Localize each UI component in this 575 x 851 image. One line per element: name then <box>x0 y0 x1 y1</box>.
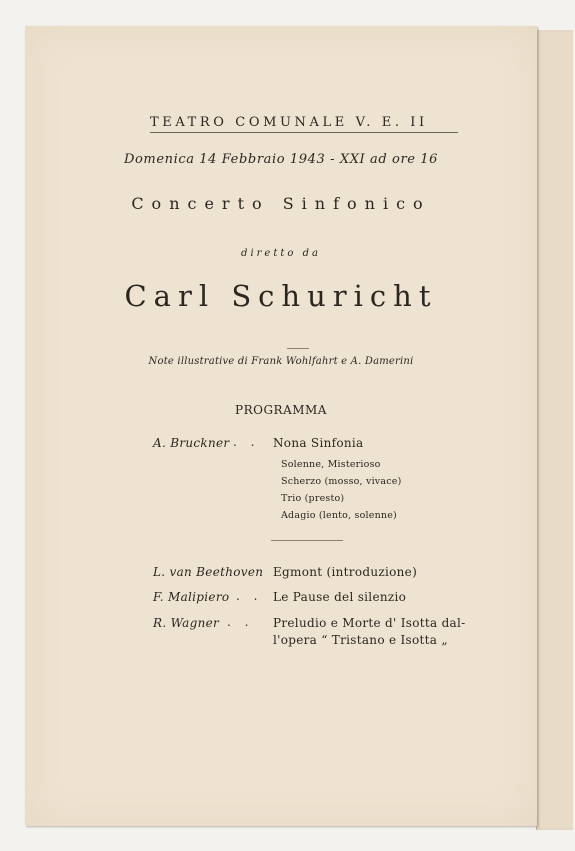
theatre-underline <box>150 132 458 133</box>
movement: Trio (presto) <box>281 493 345 504</box>
movement: Scherzo (mosso, vivace) <box>281 476 402 487</box>
composer-name: L. van Beethoven <box>153 565 264 579</box>
leader-dots: . . <box>236 589 263 603</box>
movement: Adagio (lento, solenne) <box>281 510 397 521</box>
work-title-line-1: Preludio e Morte d' Isotta dal- <box>273 616 466 630</box>
work-title: Nona Sinfonia <box>273 436 364 450</box>
composer-name: A. Bruckner <box>153 436 230 450</box>
divider <box>271 540 343 541</box>
movement: Solenne, Misterioso <box>281 459 381 470</box>
program-page <box>25 26 537 826</box>
concert-title: Concerto Sinfonico <box>131 194 431 213</box>
directed-by: diretto da <box>241 248 321 259</box>
work-title: Egmont (introduzione) <box>273 565 418 579</box>
concert-date: Domenica 14 Febbraio 1943 - XXI ad ore 16 <box>123 152 439 167</box>
program-heading: PROGRAMMA <box>235 403 327 417</box>
program-notes-credit: Note illustrative di Frank Wohlfahrt e A. Damerini <box>148 356 414 367</box>
work-title-line-2: l'opera “ Tristano e Isotta „ <box>273 633 448 647</box>
work-title: Le Pause del silenzio <box>273 590 407 604</box>
leader-dots: . . <box>227 615 254 629</box>
composer-name: F. Malipiero <box>153 590 230 604</box>
leader-dots: . . <box>233 435 260 449</box>
divider <box>287 348 309 349</box>
next-page-edge <box>536 30 573 830</box>
composer-name: R. Wagner <box>153 616 220 630</box>
theatre-name: TEATRO COMUNALE V. E. II <box>150 115 428 130</box>
conductor-name: Carl Schuricht <box>124 279 438 313</box>
